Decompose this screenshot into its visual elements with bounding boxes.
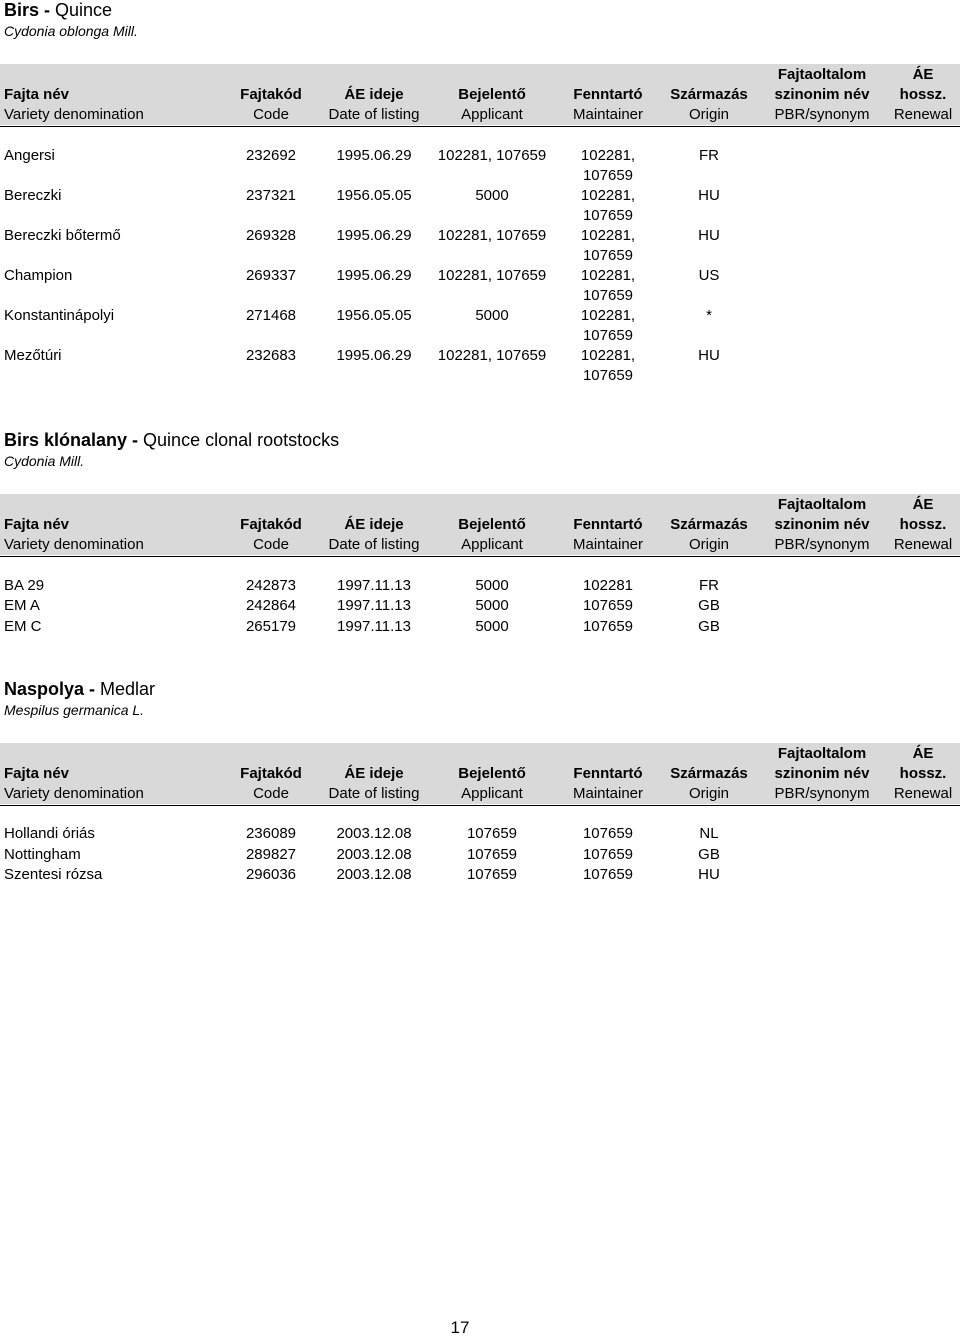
cell-date: 1956.05.05 xyxy=(336,307,412,324)
cell-name: EM A xyxy=(4,597,40,614)
header-name-hu: Fajta név xyxy=(4,516,70,533)
header-origin-en: Origin xyxy=(688,536,730,553)
header-rule xyxy=(0,126,960,127)
header-rule xyxy=(0,805,960,806)
header-renewal-hu-2: hossz. xyxy=(899,765,947,782)
header-renewal-hu-1: ÁE xyxy=(912,66,934,83)
header-date-hu: ÁE ideje xyxy=(344,86,404,103)
header-applicant-en: Applicant xyxy=(461,536,523,553)
cell-code: 232692 xyxy=(245,147,297,164)
cell-origin: HU xyxy=(698,187,720,204)
cell-origin: GB xyxy=(698,618,720,635)
cell-maintainer: 107659 xyxy=(582,866,634,883)
header-date-en: Date of listing xyxy=(328,106,420,123)
cell-name: Mezőtúri xyxy=(4,347,62,364)
header-maintainer-en: Maintainer xyxy=(572,785,644,802)
header-maintainer-en: Maintainer xyxy=(572,106,644,123)
header-name-hu: Fajta név xyxy=(4,86,70,103)
header-applicant-hu: Bejelentő xyxy=(458,765,526,782)
section-title-en: Medlar xyxy=(95,679,156,699)
cell-name: Konstantinápolyi xyxy=(4,307,115,324)
cell-applicant: 5000 xyxy=(475,597,509,614)
header-origin-hu: Származás xyxy=(670,516,748,533)
header-pbr-hu-2: szinonim név xyxy=(774,765,870,782)
cell-origin: US xyxy=(698,267,720,284)
header-applicant-en: Applicant xyxy=(461,785,523,802)
header-code-hu: Fajtakód xyxy=(240,765,302,782)
header-pbr-en: PBR/synonym xyxy=(774,106,870,123)
header-date-hu: ÁE ideje xyxy=(344,765,404,782)
cell-applicant: 5000 xyxy=(475,307,509,324)
cell-code: 269337 xyxy=(245,267,297,284)
cell-maintainer: 107659 xyxy=(582,597,634,614)
cell-code: 265179 xyxy=(245,618,297,635)
header-pbr-hu-2: szinonim név xyxy=(774,86,870,103)
cell-applicant: 5000 xyxy=(475,577,509,594)
cell-applicant: 102281, 107659 xyxy=(437,347,547,364)
cell-name: EM C xyxy=(4,618,42,635)
cell-date: 2003.12.08 xyxy=(336,866,412,883)
header-name-en: Variety denomination xyxy=(4,536,144,553)
header-pbr-hu-1: Fajtaoltalom xyxy=(777,66,867,83)
header-pbr-hu-2: szinonim név xyxy=(774,516,870,533)
cell-date: 1997.11.13 xyxy=(337,618,411,635)
cell-maintainer: 102281, xyxy=(580,187,636,204)
header-date-en: Date of listing xyxy=(328,536,420,553)
header-applicant-hu: Bejelentő xyxy=(458,86,526,103)
cell-origin: FR xyxy=(699,577,719,594)
cell-name: Bereczki xyxy=(4,187,62,204)
cell-origin: FR xyxy=(699,147,719,164)
section-subtitle: Cydonia Mill. xyxy=(4,453,85,469)
cell-maintainer: 107659 xyxy=(582,825,634,842)
section-title xyxy=(4,0,112,20)
header-pbr-hu-1: Fajtaoltalom xyxy=(777,496,867,513)
header-origin-en: Origin xyxy=(688,106,730,123)
section-title xyxy=(4,679,155,699)
header-pbr-en: PBR/synonym xyxy=(774,536,870,553)
cell-applicant: 107659 xyxy=(466,846,518,863)
cell-date: 1956.05.05 xyxy=(336,187,412,204)
cell-code: 289827 xyxy=(245,846,297,863)
cell-origin: * xyxy=(706,307,712,324)
cell-maintainer-cont: 107659 xyxy=(582,207,634,224)
cell-code: 237321 xyxy=(245,187,297,204)
cell-maintainer: 102281, xyxy=(580,227,636,244)
cell-maintainer: 107659 xyxy=(582,618,634,635)
header-origin-hu: Származás xyxy=(670,765,748,782)
cell-code: 296036 xyxy=(245,866,297,883)
cell-name: Szentesi rózsa xyxy=(4,866,103,883)
header-renewal-en: Renewal xyxy=(893,536,953,553)
header-code-en: Code xyxy=(253,106,289,123)
header-code-hu: Fajtakód xyxy=(240,516,302,533)
cell-date: 1995.06.29 xyxy=(336,267,412,284)
header-code-en: Code xyxy=(253,785,289,802)
section-title-hu: Birs klónalany - xyxy=(4,430,139,450)
cell-code: 236089 xyxy=(245,825,297,842)
cell-code: 232683 xyxy=(245,347,297,364)
header-maintainer-hu: Fenntartó xyxy=(573,516,643,533)
header-applicant-en: Applicant xyxy=(461,106,523,123)
section-title-hu: Naspolya - xyxy=(4,679,96,699)
table-header-rootstocks xyxy=(0,494,960,556)
header-renewal-hu-1: ÁE xyxy=(912,496,934,513)
cell-maintainer-cont: 107659 xyxy=(582,167,634,184)
cell-maintainer-cont: 107659 xyxy=(582,287,634,304)
cell-date: 1997.11.13 xyxy=(337,577,411,594)
cell-maintainer-cont: 107659 xyxy=(582,247,634,264)
header-date-hu: ÁE ideje xyxy=(344,516,404,533)
header-code-hu: Fajtakód xyxy=(240,86,302,103)
section-title-en: Quince clonal rootstocks xyxy=(138,430,340,450)
header-renewal-hu-2: hossz. xyxy=(899,516,947,533)
cell-maintainer: 102281, xyxy=(580,147,636,164)
cell-maintainer: 107659 xyxy=(582,846,634,863)
header-maintainer-hu: Fenntartó xyxy=(573,765,643,782)
header-renewal-en: Renewal xyxy=(893,785,953,802)
cell-applicant: 102281, 107659 xyxy=(437,147,547,164)
cell-applicant: 102281, 107659 xyxy=(437,267,547,284)
section-subtitle: Cydonia oblonga Mill. xyxy=(4,23,138,39)
header-name-en: Variety denomination xyxy=(4,785,144,802)
header-renewal-hu-2: hossz. xyxy=(899,86,947,103)
cell-applicant: 5000 xyxy=(475,618,509,635)
cell-code: 269328 xyxy=(245,227,297,244)
table-header-medlar xyxy=(0,743,960,805)
cell-maintainer-cont: 107659 xyxy=(582,367,634,384)
page-number: 17 xyxy=(450,1318,470,1337)
cell-origin: HU xyxy=(698,866,720,883)
cell-date: 2003.12.08 xyxy=(336,825,412,842)
cell-name: Angersi xyxy=(4,147,55,164)
cell-date: 1995.06.29 xyxy=(336,347,412,364)
cell-origin: HU xyxy=(698,347,720,364)
header-renewal-en: Renewal xyxy=(893,106,953,123)
cell-maintainer-cont: 107659 xyxy=(582,327,634,344)
section-subtitle: Mespilus germanica L. xyxy=(4,702,145,718)
header-name-hu: Fajta név xyxy=(4,765,70,782)
cell-name: Hollandi óriás xyxy=(4,825,95,842)
header-origin-hu: Származás xyxy=(670,86,748,103)
cell-origin: GB xyxy=(698,846,720,863)
cell-applicant: 5000 xyxy=(475,187,509,204)
section-title-en: Quince xyxy=(50,0,113,20)
section-title xyxy=(4,430,339,450)
cell-maintainer: 102281, xyxy=(580,267,636,284)
header-code-en: Code xyxy=(253,536,289,553)
header-rule xyxy=(0,556,960,557)
cell-name: Nottingham xyxy=(4,846,81,863)
cell-name: Champion xyxy=(4,267,73,284)
header-pbr-en: PBR/synonym xyxy=(774,785,870,802)
header-origin-en: Origin xyxy=(688,785,730,802)
cell-maintainer: 102281, xyxy=(580,347,636,364)
cell-name: BA 29 xyxy=(4,577,45,594)
header-maintainer-hu: Fenntartó xyxy=(573,86,643,103)
cell-date: 1997.11.13 xyxy=(337,597,411,614)
cell-maintainer: 102281, xyxy=(580,307,636,324)
cell-maintainer: 102281 xyxy=(582,577,634,594)
cell-applicant: 107659 xyxy=(466,866,518,883)
cell-code: 242873 xyxy=(245,577,297,594)
cell-code: 242864 xyxy=(245,597,297,614)
header-renewal-hu-1: ÁE xyxy=(912,745,934,762)
cell-name: Bereczki bőtermő xyxy=(4,227,121,244)
header-pbr-hu-1: Fajtaoltalom xyxy=(777,745,867,762)
header-name-en: Variety denomination xyxy=(4,106,144,123)
section-title-hu: Birs - xyxy=(4,0,51,20)
cell-date: 2003.12.08 xyxy=(336,846,412,863)
header-date-en: Date of listing xyxy=(328,785,420,802)
table-header-quince xyxy=(0,64,960,126)
cell-date: 1995.06.29 xyxy=(336,227,412,244)
header-maintainer-en: Maintainer xyxy=(572,536,644,553)
cell-origin: NL xyxy=(699,825,719,842)
cell-applicant: 107659 xyxy=(466,825,518,842)
cell-code: 271468 xyxy=(245,307,297,324)
cell-origin: HU xyxy=(698,227,720,244)
cell-date: 1995.06.29 xyxy=(336,147,412,164)
cell-origin: GB xyxy=(698,597,720,614)
cell-applicant: 102281, 107659 xyxy=(437,227,547,244)
header-applicant-hu: Bejelentő xyxy=(458,516,526,533)
